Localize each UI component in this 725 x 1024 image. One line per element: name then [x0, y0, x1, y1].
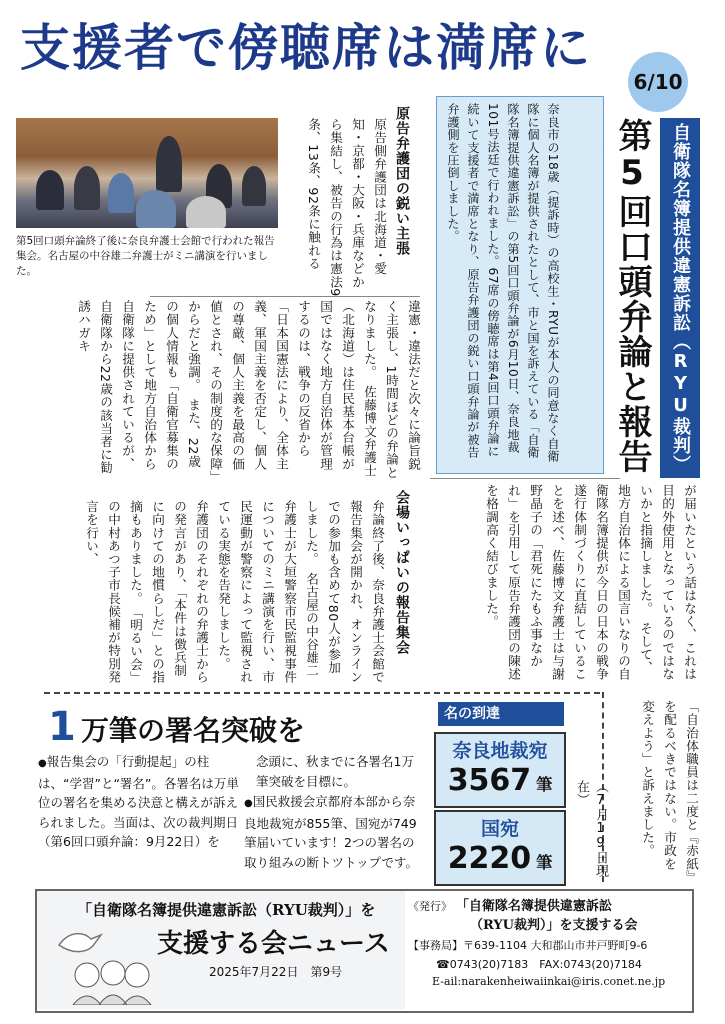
section1-col1: 原告側弁護団は北海道・愛知・京都・大阪・兵庫などから集結し、被告の行為は憲法9条、13条、92条に触れる — [306, 118, 387, 297]
signature-bullet2: ●国民救援会京都府本部から奈良地裁宛が855筆、国宛が749筆届いています！2つの署名の取り組みの断トツトップです。 — [244, 794, 419, 870]
tally-nara-label: 奈良地裁宛 — [452, 740, 548, 762]
footer-right — [408, 891, 688, 1009]
tally-header: 名の到達 — [438, 702, 564, 726]
report-meeting-photo — [16, 118, 278, 228]
tally-nara-count: 3567 — [447, 763, 532, 798]
tally-nara-unit: 筆 — [536, 775, 553, 794]
lead-text: 奈良市の18歳（提訴時）の高校生・RYUが本人の同意なく自衛隊に個人名簿が提供されたとして、市と国を訴えている「自衛隊名簿提供違憲訴訟」の第5回口頭弁論が6月10日、奈良地裁101号法廷で行われました。67席の傍聴席は第4回口頭弁論に続いて支援者で満席となり、原告弁護団の鋭い口頭弁論が被告弁護側を圧倒しました。 — [446, 103, 560, 463]
footer-title-line1: 「自衛隊名簿提供違憲訴訟（RYU裁判）」を — [77, 901, 376, 919]
tally-nara-box — [434, 732, 566, 808]
divider-2 — [430, 478, 620, 479]
tally-kuni-label: 国宛 — [480, 818, 519, 840]
footer-left — [37, 891, 405, 1009]
section1-col3: が届いたという話はなく、これは目的外使用となっているのではないかと指摘しました。 そして、地方自治体による国言いなりの自衛隊名簿提供が今日の日本の戦争遂行体制づくりに直結していることを述べ、佐藤博文弁護士は与謝野晶子の「君死にたもふ事なかれ」を引用して原告弁護団の陳述を格調高く結びました。 — [484, 484, 697, 681]
tally-kuni-count: 2220 — [447, 841, 532, 876]
page-title: 支援者で傍聴席は満席に — [20, 19, 592, 77]
signature-heading — [48, 704, 305, 750]
section2-right-col: 「自治体職員は二度と『赤紙』を配るべきではない。市政を変えよう」と訴えました。 — [640, 700, 699, 878]
case-banner: 自衛隊名簿提供違憲訴訟（RYU裁判） — [660, 118, 700, 478]
dove-icon — [55, 925, 105, 959]
section2-text: 弁論終了後、奈良弁護士会館で報告集会が開かれ、オンラインでの参加も含めて80人が参加しました。 名古屋の中谷雄二弁護士が大垣警察市民監視事件についてのミニ講演を行い、市民運動が警察によって監視されている実態を告発しました。 弁護団のそれぞれの弁護士からの発言があり、「本件は徴兵制に向けての地慣らしだ」との指摘もありました。 「明るい会」の中村あつ子市長候補が特別発言を行い、 — [84, 500, 385, 684]
office-address: 【事務局】〒639-1104 大和郡山市井戸野町9-6 — [408, 939, 648, 952]
publisher-line2: （RYU裁判）」を支援する会 — [470, 918, 638, 933]
photo-caption: 第5回口頭弁論終了後に奈良弁護士会館で行われた報告集会。名古屋の中谷雄二弁護士がミニ講演を行いました。 — [16, 235, 275, 277]
footer-title-line2: 支援する会ニュース — [157, 929, 390, 959]
divider — [150, 296, 420, 297]
office-phone: ☎0743(20)7183 FAX:0743(20)7184 — [436, 958, 642, 971]
publisher-label: 《発行》 — [408, 900, 452, 913]
office-email: E-ail:narakenheiwaiinkai@iris.conet.ne.jp — [432, 975, 666, 988]
date-badge: 6/10 — [628, 52, 688, 112]
dashed-separator — [44, 692, 600, 694]
section2-heading: 会場いっぱいの報告集会 — [394, 490, 410, 655]
section1-col2: 違憲・違法だと次々に論旨鋭く主張し、1時間ほどの弁論となりました。 佐藤博文弁護士（北海道）は住民基本台帳が国ではなく地方自治体が管理するのは、戦争の反省から「日本国憲法により、全体主義、軍国主義を否定し、個人の尊厳、個人主義を最高の価値とされ、その制度的な保障」からだと強調。 また、22歳の個人情報も「自衛官募集のため」として地方自治体から自衛隊に提供されているが、自衛隊から22歳の該当者に勧誘ハガキ — [76, 300, 421, 479]
signature-bullet1: ●報告集会の「行動提起」の柱は、“学習”と“署名”。各署名は万単位の署名を集める決意と構えが訴えられました。当面は、次の裁判期日（第6回口頭弁論：9月22日）を — [38, 754, 239, 849]
lead-box — [436, 96, 604, 474]
vertical-headline: 第5回口頭弁論と報告 — [612, 118, 652, 474]
people-illustration-icon — [67, 957, 157, 1005]
tally-kuni-box — [434, 810, 566, 886]
footer-issue: 2025年7月22日 第9号 — [209, 965, 343, 979]
signature-heading-num: 1 — [48, 704, 76, 750]
publisher-line1: 「自衛隊名簿提供違憲訴訟 — [455, 899, 612, 914]
tally-as-of: （7月19日現在） — [574, 780, 608, 877]
section1-heading: 原告弁護団の鋭い主張 — [394, 106, 410, 256]
signature-bullet1-cont: 念頭に、秋までに各署名1万筆突破を目標に。 — [256, 754, 414, 789]
signature-heading-text: 万筆の署名突破を — [80, 714, 305, 747]
tally-kuni-unit: 筆 — [536, 853, 553, 872]
